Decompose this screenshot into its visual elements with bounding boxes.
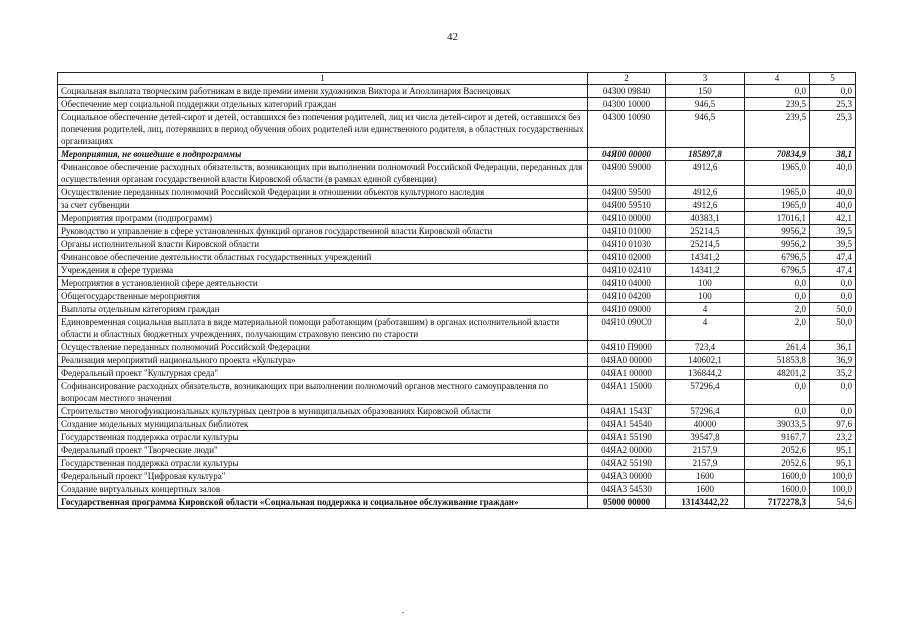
row-plan-cell: 1600 — [666, 470, 745, 483]
row-code-cell: 04ЯА1 00000 — [588, 367, 666, 380]
row-name-cell: Реализация мероприятий национального проекта «Культура» — [58, 354, 588, 367]
row-code-cell: 04Я10 090С0 — [588, 316, 666, 341]
table-row — [58, 354, 856, 367]
row-fact-cell: 0,0 — [745, 277, 810, 290]
row-plan-cell: 946,5 — [666, 111, 745, 148]
row-percent-cell: 40,0 — [810, 186, 856, 199]
row-name-cell: Создание модельных муниципальных библиотек — [58, 418, 588, 431]
row-plan-cell: 4912,6 — [666, 199, 745, 212]
row-fact-cell: 1965,0 — [745, 161, 810, 186]
row-percent-cell: 95,1 — [810, 457, 856, 470]
page-number: 42 — [447, 31, 458, 43]
row-fact-cell: 48201,2 — [745, 367, 810, 380]
row-percent-cell: 35,2 — [810, 367, 856, 380]
table-row — [58, 303, 856, 316]
row-percent-cell: 100,0 — [810, 470, 856, 483]
row-plan-cell: 4 — [666, 303, 745, 316]
row-fact-cell: 0,0 — [745, 85, 810, 98]
row-plan-cell: 25214,5 — [666, 225, 745, 238]
table-row — [58, 367, 856, 380]
row-name-cell: Общегосударственные мероприятия — [58, 290, 588, 303]
table-row — [58, 186, 856, 199]
row-fact-cell: 7172278,3 — [745, 496, 810, 509]
row-name-cell: Федеральный проект "Цифровая культура" — [58, 470, 588, 483]
row-fact-cell: 239,5 — [745, 98, 810, 111]
row-code-cell: 04Я10 09000 — [588, 303, 666, 316]
row-plan-cell: 1600 — [666, 483, 745, 496]
table-row — [58, 251, 856, 264]
row-code-cell: 04Я00 59510 — [588, 199, 666, 212]
row-plan-cell: 723,4 — [666, 341, 745, 354]
row-percent-cell: 23,2 — [810, 431, 856, 444]
table-row — [58, 316, 856, 341]
row-name-cell: Мероприятия программ (подпрограмм) — [58, 212, 588, 225]
row-percent-cell: 95,1 — [810, 444, 856, 457]
row-fact-cell: 2052,6 — [745, 457, 810, 470]
row-code-cell: 04Я10 02000 — [588, 251, 666, 264]
row-plan-cell: 4912,6 — [666, 161, 745, 186]
row-code-cell: 04ЯА3 54530 — [588, 483, 666, 496]
table-row — [58, 470, 856, 483]
row-percent-cell: 40,0 — [810, 199, 856, 212]
row-fact-cell: 0,0 — [745, 380, 810, 405]
row-plan-cell: 39547,8 — [666, 431, 745, 444]
row-code-cell: 04Я10 00000 — [588, 212, 666, 225]
row-code-cell: 04ЯА2 55190 — [588, 457, 666, 470]
table-row — [58, 161, 856, 186]
row-percent-cell: 36,1 — [810, 341, 856, 354]
table-row — [58, 238, 856, 251]
row-percent-cell: 39,5 — [810, 225, 856, 238]
row-name-cell: за счет субвенции — [58, 199, 588, 212]
header-col-2: 2 — [588, 73, 666, 85]
row-name-cell: Мероприятия, не вошедшие в подпрограммы — [58, 148, 588, 161]
row-fact-cell: 2052,6 — [745, 444, 810, 457]
table-row — [58, 85, 856, 98]
row-percent-cell: 25,3 — [810, 111, 856, 148]
table-row — [58, 199, 856, 212]
row-fact-cell: 1965,0 — [745, 186, 810, 199]
header-col-4: 4 — [745, 73, 810, 85]
row-fact-cell: 9167,7 — [745, 431, 810, 444]
row-plan-cell: 150 — [666, 85, 745, 98]
table-row — [58, 111, 856, 148]
header-col-5: 5 — [810, 73, 856, 85]
row-plan-cell: 2157,9 — [666, 457, 745, 470]
row-name-cell: Государственная поддержка отрасли культуры — [58, 457, 588, 470]
row-name-cell: Органы исполнительной власти Кировской области — [58, 238, 588, 251]
table-header-row — [58, 73, 856, 85]
header-col-3: 3 — [666, 73, 745, 85]
row-code-cell: 04300 10090 — [588, 111, 666, 148]
row-name-cell: Руководство и управление в сфере установленных функций органов государственной власти Кировской области — [58, 225, 588, 238]
row-fact-cell: 6796,5 — [745, 264, 810, 277]
row-fact-cell: 261,4 — [745, 341, 810, 354]
row-plan-cell: 136844,2 — [666, 367, 745, 380]
row-fact-cell: 17016,1 — [745, 212, 810, 225]
row-percent-cell: 50,0 — [810, 303, 856, 316]
row-plan-cell: 2157,9 — [666, 444, 745, 457]
row-code-cell: 04Я10 01000 — [588, 225, 666, 238]
budget-table — [57, 72, 856, 509]
row-code-cell: 04Я10 04200 — [588, 290, 666, 303]
row-name-cell: Финансовое обеспечение деятельности областных государственных учреждений — [58, 251, 588, 264]
row-fact-cell: 6796,5 — [745, 251, 810, 264]
table-row — [58, 148, 856, 161]
header-col-1: 1 — [58, 73, 588, 85]
row-plan-cell: 4 — [666, 316, 745, 341]
row-plan-cell: 14341,2 — [666, 264, 745, 277]
row-code-cell: 05000 00000 — [588, 496, 666, 509]
table-row — [58, 264, 856, 277]
row-name-cell: Федеральный проект "Культурная среда" — [58, 367, 588, 380]
row-name-cell: Социальное обеспечение детей-сирот и детей, оставшихся без попечения родителей, лиц из числа детей-сирот и детей, оставшихся без попечения родителей, лиц, потерявших в период обучения обоих родителей или единственного родителя, в областных государственных организациях — [58, 111, 588, 148]
row-plan-cell: 4912,6 — [666, 186, 745, 199]
row-name-cell: Единовременная социальная выплата в виде материальной помощи работающим (работавшим) в органах исполнительной власти области и областных бюджетных учреждениях, получающим страховую пенсию по старости — [58, 316, 588, 341]
table-row — [58, 380, 856, 405]
row-plan-cell: 40383,1 — [666, 212, 745, 225]
row-percent-cell: 50,0 — [810, 316, 856, 341]
row-code-cell: 04ЯА1 55190 — [588, 431, 666, 444]
row-fact-cell: 39033,5 — [745, 418, 810, 431]
row-name-cell: Выплаты отдельным категориям граждан — [58, 303, 588, 316]
table-row — [58, 212, 856, 225]
row-code-cell: 04Я00 59500 — [588, 186, 666, 199]
row-name-cell: Финансовое обеспечение расходных обязательств, возникающих при выполнении полномочий Российской Федерации, переданных для осуществления органам государственной власти Кировской области (в рамках единой субвенции) — [58, 161, 588, 186]
row-plan-cell: 946,5 — [666, 98, 745, 111]
table-row — [58, 277, 856, 290]
row-code-cell: 04ЯА1 15000 — [588, 380, 666, 405]
row-fact-cell: 0,0 — [745, 405, 810, 418]
row-code-cell: 04ЯА1 54540 — [588, 418, 666, 431]
row-plan-cell: 57296,4 — [666, 405, 745, 418]
row-code-cell: 04ЯА2 00000 — [588, 444, 666, 457]
row-percent-cell: 0,0 — [810, 85, 856, 98]
row-name-cell: Федеральный проект "Творческие люди" — [58, 444, 588, 457]
row-percent-cell: 47,4 — [810, 251, 856, 264]
row-percent-cell: 36,9 — [810, 354, 856, 367]
row-plan-cell: 25214,5 — [666, 238, 745, 251]
row-plan-cell: 100 — [666, 290, 745, 303]
table-row — [58, 431, 856, 444]
row-name-cell: Софинансирование расходных обязательств, возникающих при выполнении полномочий органов местного самоуправления по вопросам местного значения — [58, 380, 588, 405]
row-name-cell: Государственная поддержка отрасли культуры — [58, 431, 588, 444]
row-plan-cell: 57296,4 — [666, 380, 745, 405]
row-name-cell: Осуществление переданных полномочий Российской Федерации — [58, 341, 588, 354]
row-percent-cell: 25,3 — [810, 98, 856, 111]
row-fact-cell: 51853,8 — [745, 354, 810, 367]
table-row — [58, 290, 856, 303]
table-row — [58, 457, 856, 470]
row-fact-cell: 9956,2 — [745, 225, 810, 238]
row-code-cell: 04Я10 02410 — [588, 264, 666, 277]
table-row — [58, 98, 856, 111]
row-fact-cell: 0,0 — [745, 290, 810, 303]
table-row — [58, 225, 856, 238]
row-name-cell: Государственная программа Кировской области «Социальная поддержка и социальное обслуживание граждан» — [58, 496, 588, 509]
row-percent-cell: 100,0 — [810, 483, 856, 496]
table-row — [58, 444, 856, 457]
table-row — [58, 418, 856, 431]
row-fact-cell: 2,0 — [745, 316, 810, 341]
row-code-cell: 04Я00 59000 — [588, 161, 666, 186]
row-code-cell: 04Я00 00000 — [588, 148, 666, 161]
row-name-cell: Обеспечение мер социальной поддержки отдельных категорий граждан — [58, 98, 588, 111]
row-name-cell: Строительство многофункциональных культурных центров в муниципальных образованиях Кировской области — [58, 405, 588, 418]
row-code-cell: 04300 10000 — [588, 98, 666, 111]
row-fact-cell: 1965,0 — [745, 199, 810, 212]
row-fact-cell: 239,5 — [745, 111, 810, 148]
row-name-cell: Осуществление переданных полномочий Российской Федерации в отношении объектов культурного наследия — [58, 186, 588, 199]
row-plan-cell: 185897,8 — [666, 148, 745, 161]
row-fact-cell: 1600,0 — [745, 483, 810, 496]
row-name-cell: Учреждения в сфере туризма — [58, 264, 588, 277]
row-plan-cell: 40000 — [666, 418, 745, 431]
row-percent-cell: 47,4 — [810, 264, 856, 277]
row-percent-cell: 0,0 — [810, 277, 856, 290]
row-code-cell: 04ЯА0 00000 — [588, 354, 666, 367]
table-row — [58, 496, 856, 509]
row-plan-cell: 140602,1 — [666, 354, 745, 367]
row-code-cell: 04Я10 01030 — [588, 238, 666, 251]
row-plan-cell: 14341,2 — [666, 251, 745, 264]
scan-speck — [402, 612, 404, 613]
row-name-cell: Создание виртуальных концертных залов — [58, 483, 588, 496]
row-fact-cell: 70834,9 — [745, 148, 810, 161]
table-row — [58, 483, 856, 496]
row-percent-cell: 54,6 — [810, 496, 856, 509]
row-code-cell: 04ЯА1 1543Г — [588, 405, 666, 418]
table-row — [58, 405, 856, 418]
row-percent-cell: 40,0 — [810, 161, 856, 186]
row-percent-cell: 0,0 — [810, 380, 856, 405]
row-name-cell: Социальная выплата творческим работникам в виде премии имени художников Виктора и Аполлинария Васнецовых — [58, 85, 588, 98]
row-percent-cell: 38,1 — [810, 148, 856, 161]
row-code-cell: 04Я10 04000 — [588, 277, 666, 290]
row-percent-cell: 42,1 — [810, 212, 856, 225]
row-code-cell: 04Я10 П9000 — [588, 341, 666, 354]
row-fact-cell: 9956,2 — [745, 238, 810, 251]
row-code-cell: 04ЯА3 00000 — [588, 470, 666, 483]
row-plan-cell: 13143442,22 — [666, 496, 745, 509]
row-percent-cell: 39,5 — [810, 238, 856, 251]
table-row — [58, 341, 856, 354]
row-fact-cell: 1600,0 — [745, 470, 810, 483]
row-code-cell: 04300 09840 — [588, 85, 666, 98]
row-percent-cell: 0,0 — [810, 290, 856, 303]
row-plan-cell: 100 — [666, 277, 745, 290]
row-percent-cell: 97,6 — [810, 418, 856, 431]
row-fact-cell: 2,0 — [745, 303, 810, 316]
row-name-cell: Мероприятия в установленной сфере деятельности — [58, 277, 588, 290]
row-percent-cell: 0,0 — [810, 405, 856, 418]
